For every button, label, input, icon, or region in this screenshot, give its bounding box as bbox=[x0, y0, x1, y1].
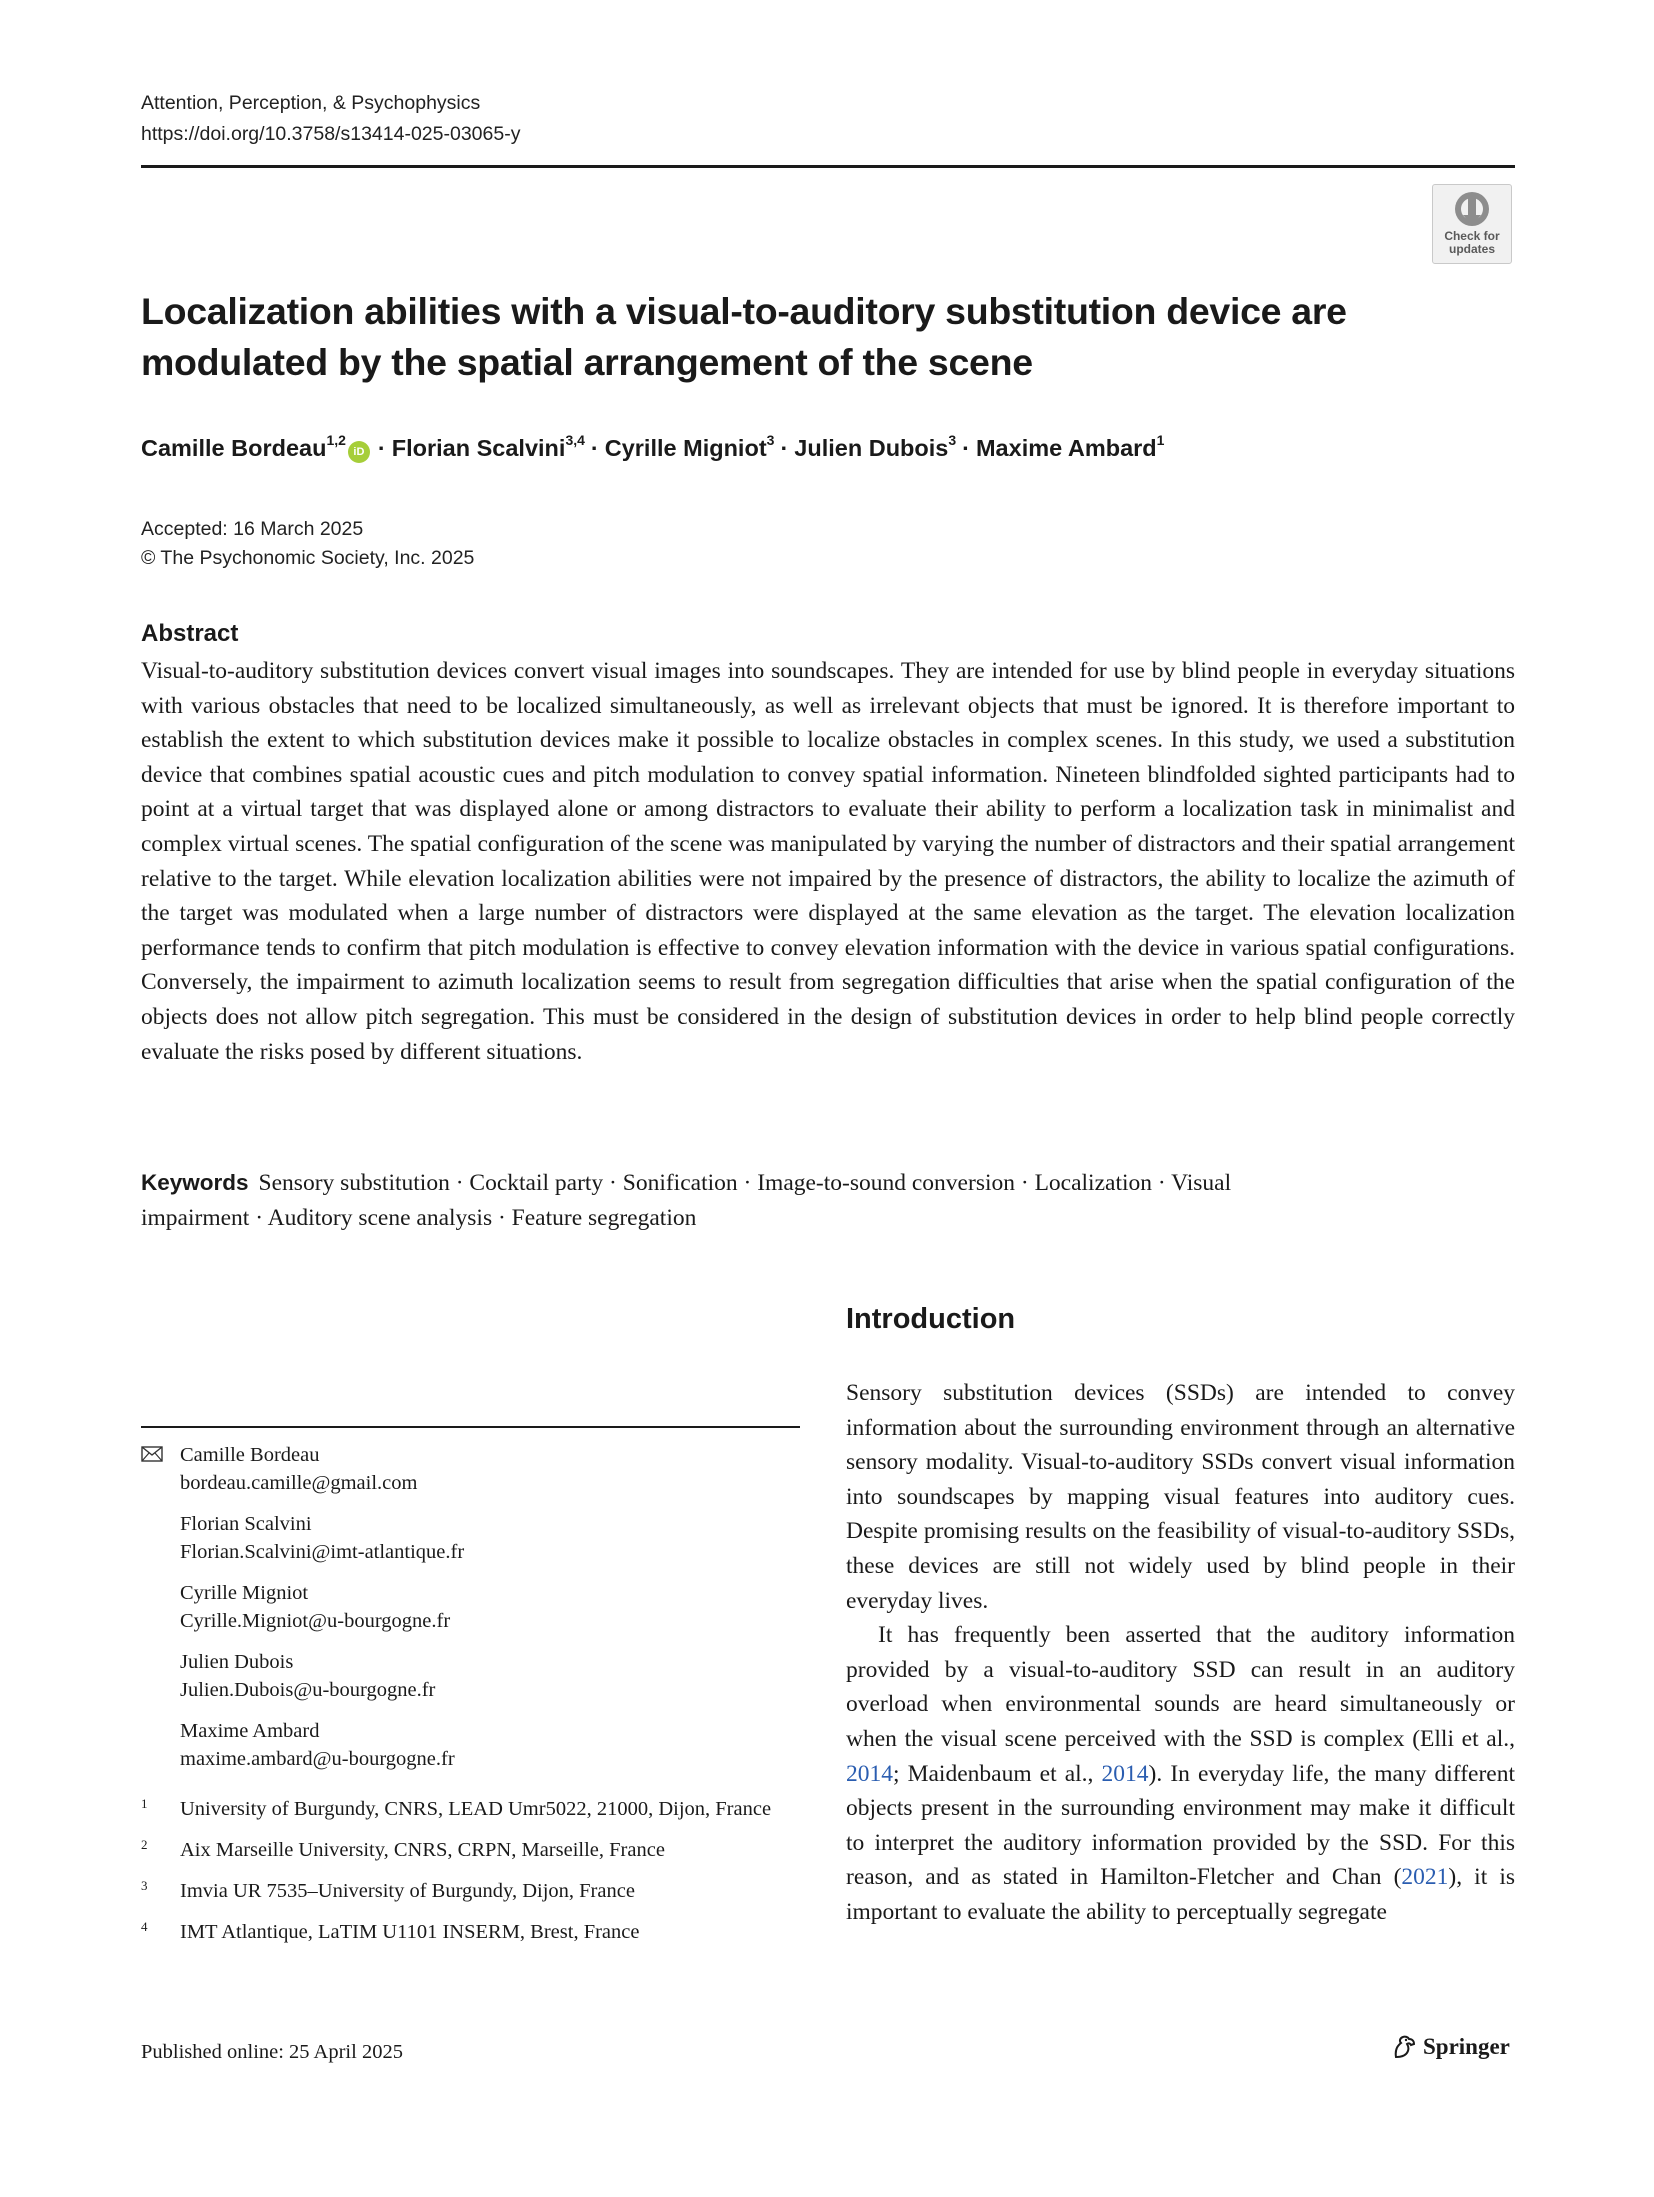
author-separator: · bbox=[962, 435, 970, 461]
contact-entry bbox=[141, 1717, 800, 1773]
contact-entry bbox=[141, 1648, 800, 1704]
author-affil-sup: 3 bbox=[766, 432, 775, 448]
badge-line2: updates bbox=[1448, 242, 1495, 256]
article-meta bbox=[141, 515, 474, 572]
affiliation-text: Aix Marseille University, CNRS, CRPN, Marseille, France bbox=[180, 1839, 665, 1861]
publisher-name: Springer bbox=[1423, 2034, 1510, 2059]
contact-entry bbox=[141, 1579, 800, 1635]
author-affil-sup: 1 bbox=[1156, 432, 1165, 448]
introduction-heading: Introduction bbox=[846, 1303, 1016, 1335]
affiliation-entry bbox=[141, 1877, 800, 1905]
introduction-body bbox=[846, 1376, 1515, 1930]
author-separator: · bbox=[377, 435, 386, 461]
journal-header bbox=[141, 88, 520, 150]
check-for-updates-badge[interactable] bbox=[1432, 184, 1512, 264]
contact-entry bbox=[141, 1510, 800, 1566]
affiliation-number: 1 bbox=[141, 1796, 148, 1811]
contact-name: Cyrille Migniot bbox=[180, 1582, 309, 1604]
author-name[interactable]: Julien Dubois bbox=[794, 435, 949, 461]
footnote-rule bbox=[141, 1426, 800, 1428]
citation-link[interactable]: 2014 bbox=[1101, 1760, 1149, 1787]
affiliation-entry bbox=[141, 1795, 800, 1823]
contact-email[interactable]: bordeau.camille@gmail.com bbox=[180, 1472, 418, 1494]
abstract-body: Visual-to-auditory substitution devices convert visual images into soundscapes. They are intended for use by blind people in everyday situations with various obstacles that need to be localized simultaneously, as well as irrelevant objects that must be ignored. It is therefore important to establish the extent to which substitution devices make it possible to localize obstacles in complex scenes. In this study, we used a substitution device that combines spatial acoustic cues and pitch modulation to convey spatial information. Nineteen blindfolded sighted participants had to point at a virtual target that was displayed alone or among distractors to evaluate their ability to perform a localization task in minimalist and complex virtual scenes. The spatial configuration of the scene was manipulated by varying the number of distractors and their spatial arrangement relative to the target. While elevation localization abilities were not impaired by the presence of distractors, the ability to localize the azimuth of the target was modulated when a large number of distractors were displayed at the same elevation as the target. The elevation localization performance tends to confirm that pitch modulation is effective to convey elevation information with the device in various spatial configurations. Conversely, the impairment to azimuth localization seems to result from segregation difficulties that arise when the spatial configuration of the objects does not allow pitch segregation. This must be considered in the design of substitution devices in order to help blind people correctly evaluate the risks posed by different situations. bbox=[141, 658, 1515, 1065]
doi-link[interactable]: https://doi.org/10.3758/s13414-025-03065-y bbox=[141, 123, 521, 145]
published-online: Published online: 25 April 2025 bbox=[141, 2041, 403, 2063]
intro-paragraph-1: Sensory substitution devices (SSDs) are intended to convey information about the surrounding environment through an alternative sensory modality. Visual-to-auditory SSDs convert visual information into soundscapes by mapping visual features into auditory cues. Despite promising results on the feasibility of visual-to-auditory SSDs, these devices are still not widely used by blind people in their everyday lives. bbox=[846, 1380, 1515, 1614]
springer-horse-icon bbox=[1390, 2033, 1418, 2061]
contact-email[interactable]: Julien.Dubois@u-bourgogne.fr bbox=[180, 1679, 436, 1701]
accepted-date: Accepted: 16 March 2025 bbox=[141, 518, 364, 540]
header-rule bbox=[141, 165, 1515, 168]
affiliation-entry bbox=[141, 1918, 800, 1946]
author-name[interactable]: Florian Scalvini bbox=[391, 435, 566, 461]
publisher-logo[interactable] bbox=[1390, 2033, 1510, 2061]
journal-name: Attention, Perception, & Psychophysics bbox=[141, 92, 481, 114]
contact-name: Camille Bordeau bbox=[180, 1444, 320, 1466]
intro-paragraph-2: It has frequently been asserted that the auditory information provided by a visual-to-auditory SSD can result in an auditory overload when environmental sounds are heard simultaneously or when the visual scene perceived with the SSD is complex (Elli et al., 2014; Maidenbaum et al., 2014). In everyday life, the many different objects present in the surrounding environment may make it difficult to interpret the auditory information provided by the SSD. For this reason, and as stated in Hamilton-Fletcher and Chan (2021), it is important to evaluate the ability to perceptually segregate bbox=[846, 1622, 1515, 1925]
keywords-heading: Keywords bbox=[141, 1170, 249, 1195]
author-affil-sup: 3,4 bbox=[565, 432, 585, 448]
affiliation-text: University of Burgundy, CNRS, LEAD Umr5022, 21000, Dijon, France bbox=[180, 1798, 772, 1820]
author-separator: · bbox=[590, 435, 599, 461]
contact-entry bbox=[141, 1441, 800, 1497]
contact-name: Florian Scalvini bbox=[180, 1513, 312, 1535]
badge-line1: Check for bbox=[1444, 229, 1500, 243]
keywords bbox=[141, 1166, 1515, 1235]
envelope-icon bbox=[141, 1446, 163, 1462]
affiliation-number: 4 bbox=[141, 1919, 148, 1934]
keywords-line2: impairment · Auditory scene analysis · Feature segregation bbox=[141, 1204, 697, 1231]
check-for-updates-icon bbox=[1452, 189, 1492, 229]
orcid-icon[interactable]: iD bbox=[348, 441, 370, 463]
author-list bbox=[141, 432, 1164, 464]
citation-link[interactable]: 2021 bbox=[1401, 1864, 1449, 1891]
contact-email[interactable]: Cyrille.Migniot@u-bourgogne.fr bbox=[180, 1610, 451, 1632]
affiliation-number: 2 bbox=[141, 1837, 148, 1852]
contact-email[interactable]: maxime.ambard@u-bourgogne.fr bbox=[180, 1748, 455, 1770]
author-affil-sup: 3 bbox=[948, 432, 957, 448]
paper-title bbox=[141, 286, 1441, 388]
affiliation-text: IMT Atlantique, LaTIM U1101 INSERM, Brest, France bbox=[180, 1921, 640, 1943]
author-separator: · bbox=[780, 435, 789, 461]
abstract-heading: Abstract bbox=[141, 620, 239, 647]
title-line1: Localization abilities with a visual-to-auditory substitution device are bbox=[141, 290, 1347, 332]
author-name[interactable]: Camille Bordeau bbox=[141, 435, 327, 461]
affiliation-entry bbox=[141, 1836, 800, 1864]
author-name[interactable]: Cyrille Migniot bbox=[604, 435, 767, 461]
affiliation-text: Imvia UR 7535–University of Burgundy, Dijon, France bbox=[180, 1880, 635, 1902]
contact-name: Julien Dubois bbox=[180, 1651, 294, 1673]
contact-name: Maxime Ambard bbox=[180, 1720, 320, 1742]
title-line2: modulated by the spatial arrangement of the scene bbox=[141, 341, 1033, 383]
contact-list bbox=[141, 1441, 800, 1786]
copyright: © The Psychonomic Society, Inc. 2025 bbox=[141, 546, 475, 569]
author-affil-sup: 1,2 bbox=[326, 432, 346, 448]
affiliation-number: 3 bbox=[141, 1878, 148, 1893]
keywords-line1: Sensory substitution · Cocktail party · Sonification · Image-to-sound conversion · Localization · Visual bbox=[258, 1170, 1232, 1196]
citation-link[interactable]: 2014 bbox=[846, 1760, 893, 1787]
affiliation-list bbox=[141, 1795, 800, 1959]
author-name[interactable]: Maxime Ambard bbox=[975, 435, 1157, 461]
contact-email[interactable]: Florian.Scalvini@imt-atlantique.fr bbox=[180, 1541, 465, 1563]
